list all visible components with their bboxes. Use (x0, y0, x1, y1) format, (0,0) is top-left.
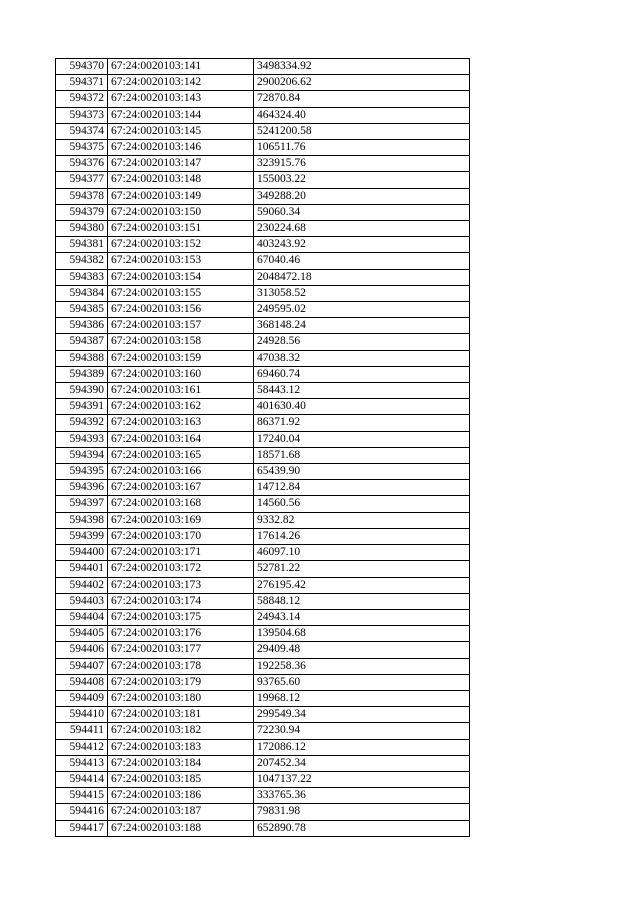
row-number-cell: 594384 (56, 285, 108, 301)
cadastral-value-cell: 1047137.22 (254, 771, 470, 787)
row-number-cell: 594392 (56, 415, 108, 431)
cadastral-number-cell: 67:24:0020103:170 (108, 528, 254, 544)
table-row (56, 577, 470, 593)
cadastral-value-cell: 86371.92 (254, 415, 470, 431)
row-number-cell: 594399 (56, 528, 108, 544)
row-number-cell: 594410 (56, 707, 108, 723)
table-row (56, 739, 470, 755)
cadastral-number-cell: 67:24:0020103:166 (108, 464, 254, 480)
table-row (56, 415, 470, 431)
row-number-cell: 594376 (56, 156, 108, 172)
row-number-cell: 594386 (56, 318, 108, 334)
cadastral-number-cell: 67:24:0020103:162 (108, 399, 254, 415)
cadastral-number-cell: 67:24:0020103:183 (108, 739, 254, 755)
row-number-cell: 594375 (56, 140, 108, 156)
cadastral-number-cell: 67:24:0020103:155 (108, 285, 254, 301)
cadastral-number-cell: 67:24:0020103:149 (108, 188, 254, 204)
cadastral-number-cell: 67:24:0020103:164 (108, 431, 254, 447)
row-number-cell: 594413 (56, 755, 108, 771)
cadastral-number-cell: 67:24:0020103:161 (108, 383, 254, 399)
cadastral-value-cell: 192258.36 (254, 658, 470, 674)
cadastral-number-cell: 67:24:0020103:179 (108, 674, 254, 690)
cadastral-number-cell: 67:24:0020103:172 (108, 561, 254, 577)
table-row (56, 350, 470, 366)
row-number-cell: 594402 (56, 577, 108, 593)
row-number-cell: 594380 (56, 221, 108, 237)
cadastral-value-cell: 14712.84 (254, 480, 470, 496)
cadastral-number-cell: 67:24:0020103:180 (108, 690, 254, 706)
cadastral-value-cell: 276195.42 (254, 577, 470, 593)
table-row (56, 804, 470, 820)
row-number-cell: 594408 (56, 674, 108, 690)
row-number-cell: 594374 (56, 123, 108, 139)
row-number-cell: 594371 (56, 75, 108, 91)
cadastral-value-cell: 652890.78 (254, 820, 470, 836)
row-number-cell: 594415 (56, 788, 108, 804)
row-number-cell: 594390 (56, 383, 108, 399)
cadastral-number-cell: 67:24:0020103:141 (108, 59, 254, 75)
row-number-cell: 594412 (56, 739, 108, 755)
row-number-cell: 594393 (56, 431, 108, 447)
cadastral-value-cell: 17240.04 (254, 431, 470, 447)
cadastral-number-cell: 67:24:0020103:169 (108, 512, 254, 528)
row-number-cell: 594409 (56, 690, 108, 706)
cadastral-value-cell: 58443.12 (254, 383, 470, 399)
cadastral-number-cell: 67:24:0020103:177 (108, 642, 254, 658)
cadastral-value-cell: 52781.22 (254, 561, 470, 577)
table-row (56, 674, 470, 690)
cadastral-value-cell: 464324.40 (254, 107, 470, 123)
cadastral-value-cell: 69460.74 (254, 366, 470, 382)
table-row (56, 318, 470, 334)
cadastral-value-cell: 58848.12 (254, 593, 470, 609)
table-row (56, 237, 470, 253)
cadastral-value-cell: 47038.32 (254, 350, 470, 366)
cadastral-number-cell: 67:24:0020103:181 (108, 707, 254, 723)
cadastral-number-cell: 67:24:0020103:154 (108, 269, 254, 285)
cadastral-value-cell: 19968.12 (254, 690, 470, 706)
cadastral-value-cell: 59060.34 (254, 204, 470, 220)
row-number-cell: 594411 (56, 723, 108, 739)
table-row (56, 528, 470, 544)
table-row (56, 399, 470, 415)
row-number-cell: 594372 (56, 91, 108, 107)
table-row (56, 609, 470, 625)
row-number-cell: 594404 (56, 609, 108, 625)
table-row (56, 512, 470, 528)
cadastral-number-cell: 67:24:0020103:156 (108, 302, 254, 318)
row-number-cell: 594389 (56, 366, 108, 382)
table-row (56, 59, 470, 75)
row-number-cell: 594388 (56, 350, 108, 366)
table-row (56, 253, 470, 269)
table-row (56, 285, 470, 301)
cadastral-value-cell: 9332.82 (254, 512, 470, 528)
cadastral-value-cell: 2048472.18 (254, 269, 470, 285)
cadastral-value-cell: 24943.14 (254, 609, 470, 625)
table-row (56, 91, 470, 107)
cadastral-number-cell: 67:24:0020103:167 (108, 480, 254, 496)
table-row (56, 464, 470, 480)
cadastral-value-cell: 106511.76 (254, 140, 470, 156)
cadastral-value-cell: 323915.76 (254, 156, 470, 172)
row-number-cell: 594414 (56, 771, 108, 787)
cadastral-number-cell: 67:24:0020103:184 (108, 755, 254, 771)
table-row (56, 366, 470, 382)
row-number-cell: 594395 (56, 464, 108, 480)
cadastral-number-cell: 67:24:0020103:148 (108, 172, 254, 188)
cadastral-value-cell: 65439.90 (254, 464, 470, 480)
table-row (56, 626, 470, 642)
row-number-cell: 594401 (56, 561, 108, 577)
cadastral-number-cell: 67:24:0020103:165 (108, 447, 254, 463)
row-number-cell: 594378 (56, 188, 108, 204)
cadastral-number-cell: 67:24:0020103:143 (108, 91, 254, 107)
cadastral-value-cell: 79831.98 (254, 804, 470, 820)
cadastral-value-cell: 24928.56 (254, 334, 470, 350)
cadastral-value-cell: 5241200.58 (254, 123, 470, 139)
cadastral-value-cell: 67040.46 (254, 253, 470, 269)
cadastral-number-cell: 67:24:0020103:174 (108, 593, 254, 609)
cadastral-value-cell: 29409.48 (254, 642, 470, 658)
row-number-cell: 594387 (56, 334, 108, 350)
table-row (56, 755, 470, 771)
table-row (56, 593, 470, 609)
table-row (56, 707, 470, 723)
cadastral-number-cell: 67:24:0020103:146 (108, 140, 254, 156)
cadastral-value-cell: 333765.36 (254, 788, 470, 804)
row-number-cell: 594373 (56, 107, 108, 123)
cadastral-value-cell: 368148.24 (254, 318, 470, 334)
cadastral-value-cell: 18571.68 (254, 447, 470, 463)
table-row (56, 383, 470, 399)
cadastral-value-cell: 230224.68 (254, 221, 470, 237)
cadastral-number-cell: 67:24:0020103:187 (108, 804, 254, 820)
cadastral-number-cell: 67:24:0020103:188 (108, 820, 254, 836)
table-row (56, 447, 470, 463)
cadastral-value-table (55, 58, 470, 837)
cadastral-value-cell: 349288.20 (254, 188, 470, 204)
table-row (56, 75, 470, 91)
cadastral-number-cell: 67:24:0020103:159 (108, 350, 254, 366)
table-row (56, 496, 470, 512)
table-row (56, 188, 470, 204)
table-row (56, 431, 470, 447)
row-number-cell: 594381 (56, 237, 108, 253)
row-number-cell: 594403 (56, 593, 108, 609)
row-number-cell: 594394 (56, 447, 108, 463)
row-number-cell: 594407 (56, 658, 108, 674)
cadastral-value-cell: 313058.52 (254, 285, 470, 301)
cadastral-value-cell: 401630.40 (254, 399, 470, 415)
cadastral-value-cell: 139504.68 (254, 626, 470, 642)
cadastral-value-cell: 172086.12 (254, 739, 470, 755)
cadastral-number-cell: 67:24:0020103:186 (108, 788, 254, 804)
table-row (56, 123, 470, 139)
table-row (56, 107, 470, 123)
cadastral-number-cell: 67:24:0020103:160 (108, 366, 254, 382)
cadastral-value-cell: 155003.22 (254, 172, 470, 188)
table-row (56, 642, 470, 658)
cadastral-value-cell: 403243.92 (254, 237, 470, 253)
cadastral-value-cell: 14560.56 (254, 496, 470, 512)
cadastral-number-cell: 67:24:0020103:176 (108, 626, 254, 642)
row-number-cell: 594382 (56, 253, 108, 269)
cadastral-number-cell: 67:24:0020103:171 (108, 545, 254, 561)
table-row (56, 723, 470, 739)
cadastral-number-cell: 67:24:0020103:142 (108, 75, 254, 91)
row-number-cell: 594397 (56, 496, 108, 512)
cadastral-number-cell: 67:24:0020103:147 (108, 156, 254, 172)
row-number-cell: 594385 (56, 302, 108, 318)
table-row (56, 156, 470, 172)
cadastral-number-cell: 67:24:0020103:144 (108, 107, 254, 123)
cadastral-number-cell: 67:24:0020103:168 (108, 496, 254, 512)
cadastral-value-cell: 2900206.62 (254, 75, 470, 91)
cadastral-value-cell: 72230.94 (254, 723, 470, 739)
row-number-cell: 594370 (56, 59, 108, 75)
table-row (56, 788, 470, 804)
cadastral-value-cell: 93765.60 (254, 674, 470, 690)
cadastral-value-cell: 46097.10 (254, 545, 470, 561)
table-row (56, 269, 470, 285)
cadastral-value-cell: 249595.02 (254, 302, 470, 318)
cadastral-number-cell: 67:24:0020103:157 (108, 318, 254, 334)
table-row (56, 172, 470, 188)
table-row (56, 658, 470, 674)
cadastral-number-cell: 67:24:0020103:152 (108, 237, 254, 253)
cadastral-number-cell: 67:24:0020103:163 (108, 415, 254, 431)
row-number-cell: 594400 (56, 545, 108, 561)
cadastral-number-cell: 67:24:0020103:151 (108, 221, 254, 237)
cadastral-number-cell: 67:24:0020103:153 (108, 253, 254, 269)
table-row (56, 140, 470, 156)
table-row (56, 545, 470, 561)
cadastral-value-cell: 299549.34 (254, 707, 470, 723)
cadastral-number-cell: 67:24:0020103:145 (108, 123, 254, 139)
cadastral-number-cell: 67:24:0020103:173 (108, 577, 254, 593)
table-body (56, 59, 470, 837)
cadastral-number-cell: 67:24:0020103:175 (108, 609, 254, 625)
cadastral-number-cell: 67:24:0020103:185 (108, 771, 254, 787)
table-row (56, 771, 470, 787)
row-number-cell: 594405 (56, 626, 108, 642)
table-row (56, 221, 470, 237)
cadastral-number-cell: 67:24:0020103:178 (108, 658, 254, 674)
table-row (56, 561, 470, 577)
cadastral-value-cell: 207452.34 (254, 755, 470, 771)
cadastral-value-cell: 72870.84 (254, 91, 470, 107)
table-row (56, 204, 470, 220)
cadastral-number-cell: 67:24:0020103:182 (108, 723, 254, 739)
row-number-cell: 594379 (56, 204, 108, 220)
cadastral-value-cell: 3498334.92 (254, 59, 470, 75)
table-row (56, 302, 470, 318)
table-row (56, 334, 470, 350)
row-number-cell: 594377 (56, 172, 108, 188)
table-row (56, 690, 470, 706)
row-number-cell: 594417 (56, 820, 108, 836)
cadastral-number-cell: 67:24:0020103:158 (108, 334, 254, 350)
row-number-cell: 594396 (56, 480, 108, 496)
cadastral-value-cell: 17614.26 (254, 528, 470, 544)
row-number-cell: 594398 (56, 512, 108, 528)
row-number-cell: 594383 (56, 269, 108, 285)
row-number-cell: 594416 (56, 804, 108, 820)
table-row (56, 480, 470, 496)
cadastral-number-cell: 67:24:0020103:150 (108, 204, 254, 220)
row-number-cell: 594406 (56, 642, 108, 658)
table-row (56, 820, 470, 836)
row-number-cell: 594391 (56, 399, 108, 415)
